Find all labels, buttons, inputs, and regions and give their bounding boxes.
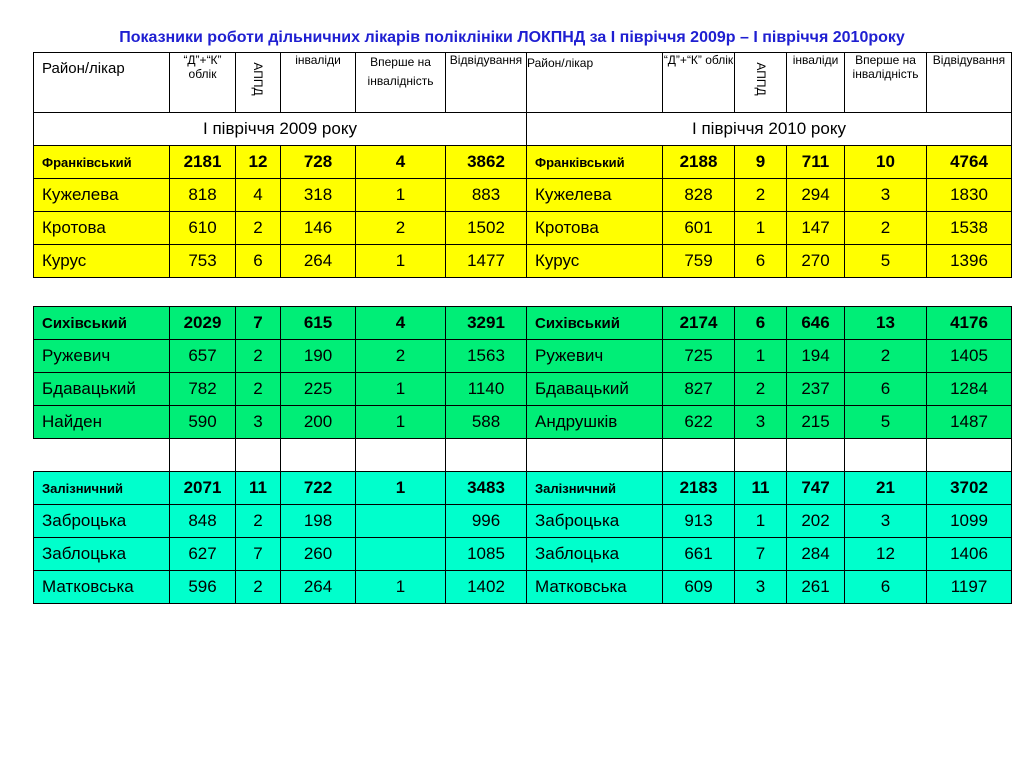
- empty-cell: [281, 439, 356, 472]
- cell-dk: 627: [170, 538, 236, 571]
- cell-visits: 1502: [446, 212, 527, 245]
- cell-appd: 2: [236, 373, 281, 406]
- cell-appd: 11: [236, 472, 281, 505]
- doctor-name: Кротова: [34, 212, 170, 245]
- cell-invalids: 202: [787, 505, 845, 538]
- cell-first-invalid: 13: [845, 307, 927, 340]
- cell-first-invalid: 2: [845, 340, 927, 373]
- empty-cell: [34, 439, 170, 472]
- period-2009: І півріччя 2009 року: [34, 113, 527, 146]
- cell-invalids: 747: [787, 472, 845, 505]
- header-name: Район/лікар: [527, 53, 663, 113]
- cell-dk: 848: [170, 505, 236, 538]
- cell-visits: 3291: [446, 307, 527, 340]
- table-sykhivskyi-zaliznychnyi: [33, 306, 1012, 604]
- cell-appd: 2: [735, 373, 787, 406]
- cell-first-invalid: 4: [356, 146, 446, 179]
- doctor-name: Курус: [527, 245, 663, 278]
- cell-first-invalid: 2: [356, 212, 446, 245]
- doctor-name: Заброцька: [34, 505, 170, 538]
- district-total-row: [34, 307, 1012, 340]
- empty-cell: [735, 439, 787, 472]
- cell-dk: 609: [663, 571, 735, 604]
- page-title: Показники роботи дільничних лікарів поліклініки ЛОКПНД за І півріччя 2009р – І півріччя 2010року: [119, 29, 905, 46]
- cell-first-invalid: 1: [356, 571, 446, 604]
- doctor-name: Заблоцька: [527, 538, 663, 571]
- cell-first-invalid: 21: [845, 472, 927, 505]
- cell-visits: 3862: [446, 146, 527, 179]
- cell-first-invalid: 12: [845, 538, 927, 571]
- cell-visits: 1284: [927, 373, 1012, 406]
- cell-invalids: 261: [787, 571, 845, 604]
- cell-appd: 6: [735, 245, 787, 278]
- cell-visits: 1405: [927, 340, 1012, 373]
- cell-invalids: 318: [281, 179, 356, 212]
- period-row: [34, 113, 1012, 146]
- doctor-name: Матковська: [527, 571, 663, 604]
- cell-first-invalid: 2: [356, 340, 446, 373]
- cell-first-invalid: 1: [356, 472, 446, 505]
- cell-appd: 7: [236, 538, 281, 571]
- cell-appd: 2: [236, 340, 281, 373]
- cell-appd: 2: [236, 505, 281, 538]
- cell-appd: 2: [236, 571, 281, 604]
- cell-invalids: 728: [281, 146, 356, 179]
- cell-invalids: 225: [281, 373, 356, 406]
- cell-invalids: 270: [787, 245, 845, 278]
- cell-dk: 2183: [663, 472, 735, 505]
- doctor-name: Матковська: [34, 571, 170, 604]
- cell-invalids: 237: [787, 373, 845, 406]
- doctor-name: Курус: [34, 245, 170, 278]
- cell-invalids: 722: [281, 472, 356, 505]
- cell-first-invalid: 3: [845, 179, 927, 212]
- cell-visits: 1563: [446, 340, 527, 373]
- table-frankivskyi: [33, 52, 1012, 278]
- doctor-row: [34, 406, 1012, 439]
- doctor-name: Бдавацький: [34, 373, 170, 406]
- cell-dk: 818: [170, 179, 236, 212]
- doctor-name: Кужелева: [34, 179, 170, 212]
- cell-first-invalid: [356, 538, 446, 571]
- cell-dk: 753: [170, 245, 236, 278]
- header-appd: [735, 53, 787, 113]
- district-total-row: [34, 472, 1012, 505]
- header-visits: Відвідування: [927, 53, 1012, 113]
- district-name: Залізничний: [527, 472, 663, 505]
- doctor-name: Найден: [34, 406, 170, 439]
- cell-dk: 913: [663, 505, 735, 538]
- cell-invalids: 190: [281, 340, 356, 373]
- doctor-name: Кужелева: [527, 179, 663, 212]
- cell-visits: 1487: [927, 406, 1012, 439]
- empty-cell: [787, 439, 845, 472]
- cell-dk: 657: [170, 340, 236, 373]
- cell-invalids: 194: [787, 340, 845, 373]
- cell-visits: 1402: [446, 571, 527, 604]
- cell-visits: 1538: [927, 212, 1012, 245]
- header-first-invalid: Вперше на інвалідність: [356, 53, 446, 113]
- cell-first-invalid: 1: [356, 373, 446, 406]
- cell-invalids: 200: [281, 406, 356, 439]
- doctor-name: Ружевич: [527, 340, 663, 373]
- cell-appd: 6: [236, 245, 281, 278]
- cell-appd: 12: [236, 146, 281, 179]
- cell-appd: 7: [735, 538, 787, 571]
- cell-dk: 622: [663, 406, 735, 439]
- cell-dk: 610: [170, 212, 236, 245]
- cell-first-invalid: 6: [845, 571, 927, 604]
- cell-first-invalid: 3: [845, 505, 927, 538]
- cell-appd: 3: [735, 571, 787, 604]
- cell-visits: 1140: [446, 373, 527, 406]
- cell-invalids: 215: [787, 406, 845, 439]
- cell-first-invalid: 4: [356, 307, 446, 340]
- doctor-row: [34, 212, 1012, 245]
- cell-dk: 2188: [663, 146, 735, 179]
- cell-dk: 590: [170, 406, 236, 439]
- header-visits: Відвідування: [446, 53, 527, 113]
- cell-dk: 725: [663, 340, 735, 373]
- doctor-name: Ружевич: [34, 340, 170, 373]
- doctor-row: [34, 538, 1012, 571]
- doctor-name: Кротова: [527, 212, 663, 245]
- cell-first-invalid: 2: [845, 212, 927, 245]
- cell-first-invalid: 5: [845, 406, 927, 439]
- cell-visits: 3483: [446, 472, 527, 505]
- district-name: Франківський: [34, 146, 170, 179]
- doctor-name: Заблоцька: [34, 538, 170, 571]
- cell-first-invalid: 5: [845, 245, 927, 278]
- cell-visits: 4764: [927, 146, 1012, 179]
- cell-appd: 6: [735, 307, 787, 340]
- empty-cell: [527, 439, 663, 472]
- district-name: Залізничний: [34, 472, 170, 505]
- cell-appd: 1: [735, 505, 787, 538]
- header-first-invalid: Вперше на інвалідність: [845, 53, 927, 113]
- period-2010: І півріччя 2010 року: [527, 113, 1012, 146]
- cell-invalids: 146: [281, 212, 356, 245]
- cell-visits: 1830: [927, 179, 1012, 212]
- district-name: Франківський: [527, 146, 663, 179]
- cell-dk: 2181: [170, 146, 236, 179]
- cell-appd: 2: [735, 179, 787, 212]
- doctor-name: Заброцька: [527, 505, 663, 538]
- doctor-row: [34, 245, 1012, 278]
- cell-first-invalid: [356, 505, 446, 538]
- doctor-name: Андрушків: [527, 406, 663, 439]
- doctor-row: [34, 373, 1012, 406]
- district-total-row: [34, 146, 1012, 179]
- cell-invalids: 646: [787, 307, 845, 340]
- empty-cell: [845, 439, 927, 472]
- empty-row: [34, 439, 1012, 472]
- cell-appd: 4: [236, 179, 281, 212]
- cell-appd: 9: [735, 146, 787, 179]
- cell-visits: 1477: [446, 245, 527, 278]
- cell-appd: 3: [236, 406, 281, 439]
- empty-cell: [356, 439, 446, 472]
- cell-visits: 588: [446, 406, 527, 439]
- empty-cell: [170, 439, 236, 472]
- cell-dk: 2174: [663, 307, 735, 340]
- header-dk: “Д”+“К” облік: [663, 53, 735, 113]
- header-row: [34, 53, 1012, 113]
- cell-appd: 7: [236, 307, 281, 340]
- cell-first-invalid: 1: [356, 406, 446, 439]
- cell-visits: 1099: [927, 505, 1012, 538]
- cell-invalids: 284: [787, 538, 845, 571]
- cell-visits: 1085: [446, 538, 527, 571]
- cell-invalids: 264: [281, 571, 356, 604]
- cell-dk: 601: [663, 212, 735, 245]
- cell-invalids: 147: [787, 212, 845, 245]
- empty-cell: [446, 439, 527, 472]
- header-appd: [236, 53, 281, 113]
- cell-dk: 661: [663, 538, 735, 571]
- cell-visits: 4176: [927, 307, 1012, 340]
- cell-invalids: 294: [787, 179, 845, 212]
- cell-first-invalid: 1: [356, 245, 446, 278]
- header-invalids: інваліди: [787, 53, 845, 113]
- cell-appd: 1: [735, 212, 787, 245]
- cell-invalids: 615: [281, 307, 356, 340]
- header-name: Район/лікар: [34, 53, 170, 113]
- cell-invalids: 260: [281, 538, 356, 571]
- cell-invalids: 264: [281, 245, 356, 278]
- doctor-row: [34, 571, 1012, 604]
- cell-visits: 883: [446, 179, 527, 212]
- cell-dk: 827: [663, 373, 735, 406]
- doctor-row: [34, 340, 1012, 373]
- cell-dk: 828: [663, 179, 735, 212]
- header-appd-label: АППД: [251, 62, 265, 96]
- cell-first-invalid: 10: [845, 146, 927, 179]
- cell-first-invalid: 1: [356, 179, 446, 212]
- cell-first-invalid: 6: [845, 373, 927, 406]
- cell-appd: 1: [735, 340, 787, 373]
- cell-visits: 996: [446, 505, 527, 538]
- cell-dk: 759: [663, 245, 735, 278]
- empty-cell: [927, 439, 1012, 472]
- cell-appd: 3: [735, 406, 787, 439]
- cell-dk: 596: [170, 571, 236, 604]
- cell-visits: 3702: [927, 472, 1012, 505]
- cell-dk: 2071: [170, 472, 236, 505]
- cell-invalids: 711: [787, 146, 845, 179]
- cell-dk: 2029: [170, 307, 236, 340]
- cell-dk: 782: [170, 373, 236, 406]
- header-appd-label: АППД: [753, 62, 768, 96]
- empty-cell: [663, 439, 735, 472]
- cell-visits: 1197: [927, 571, 1012, 604]
- doctor-row: [34, 505, 1012, 538]
- district-name: Сихівський: [527, 307, 663, 340]
- header-dk: “Д”+“К” облік: [170, 53, 236, 113]
- cell-invalids: 198: [281, 505, 356, 538]
- empty-cell: [236, 439, 281, 472]
- doctor-name: Бдавацький: [527, 373, 663, 406]
- cell-appd: 11: [735, 472, 787, 505]
- cell-visits: 1406: [927, 538, 1012, 571]
- district-name: Сихівський: [34, 307, 170, 340]
- cell-appd: 2: [236, 212, 281, 245]
- header-invalids: інваліди: [281, 53, 356, 113]
- cell-visits: 1396: [927, 245, 1012, 278]
- doctor-row: [34, 179, 1012, 212]
